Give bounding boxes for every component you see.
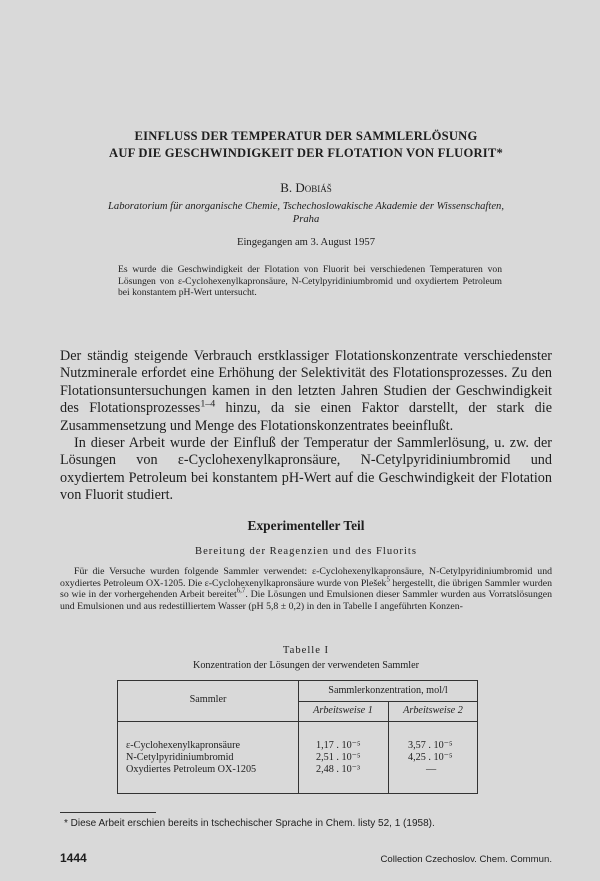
paragraph-1-part-b: hinzu, da sie einen Faktor darstellt, der stark die Zusammensetzung und Menge des Flotationskonzentrates beeinflußt. (60, 400, 552, 434)
title-line-2 (60, 145, 552, 162)
experimental-paragraph (60, 566, 552, 612)
row-1-arbeitsweise-2: 3,57 . 10⁻⁵ (408, 740, 453, 751)
table-divider-vertical-1 (298, 681, 299, 793)
concentration-table (117, 680, 478, 794)
reference-superscript-5: 5 (386, 576, 390, 584)
experimental-part-a: Für die Versuche wurden folgende Sammler verwendet: ε-Cyclohexenylkapronsäure, N-Cetylpyridiniumbromid und oxydiertes Petroleum OX-1205. Die ε-Cyclohexenylkapronsäure wurde von Plešek (60, 566, 552, 589)
subsection-heading: Bereitung der Reagenzien und des Fluorits (195, 546, 417, 557)
body-text (60, 348, 552, 505)
table-label: Tabelle I (282, 645, 330, 656)
header-arbeitsweise-2: Arbeitsweise 2 (403, 705, 463, 716)
row-3-arbeitsweise-2: — (426, 764, 437, 775)
header-concentration: Sammlerkonzentration, mol/l (328, 685, 448, 696)
title-footnote-mark: * (496, 146, 503, 160)
abstract: Es wurde die Geschwindigkeit der Flotation von Fluorit bei verschiedenen Temperaturen von Lösungen von ε-Cyclohexenylkapronsäure, N-Cetylpyridiniumbromid und oxydiertem Petroleum bei konstantem pH-Wert untersucht. (118, 264, 502, 299)
title-line-2-text: AUF DIE GESCHWINDIGKEIT DER FLOTATION VON FLUORIT (109, 146, 497, 160)
footnote: * Diese Arbeit erschien bereits in tschechischer Sprache in Chem. listy 52, 1 (1958). (64, 818, 435, 829)
header-arbeitsweise-1: Arbeitsweise 1 (313, 705, 373, 716)
affiliation-line-1: Laboratorium für anorganische Chemie, Tschechoslowakische Akademie der Wissenschaften, (108, 201, 504, 212)
row-3-sammler: Oxydiertes Petroleum OX-1205 (126, 764, 257, 775)
journal-name: Collection Czechoslov. Chem. Commun. (380, 854, 552, 865)
section-heading: Experimenteller Teil (247, 518, 365, 533)
header-sammler: Sammler (189, 694, 227, 705)
article-title (60, 128, 552, 162)
table-caption: Konzentration der Lösungen der verwendeten Sammler (192, 660, 420, 671)
table-divider-horizontal-1 (298, 701, 477, 702)
row-1-sammler: ε-Cyclohexenylkapronsäure (126, 740, 241, 751)
received-date: Eingegangen am 3. August 1957 (237, 237, 375, 248)
affiliation-line-2: Praha (292, 214, 320, 225)
row-2-sammler: N-Cetylpyridiniumbromid (126, 752, 234, 763)
row-2-arbeitsweise-2: 4,25 . 10⁻⁵ (408, 752, 453, 763)
author-affiliation (66, 200, 546, 226)
experimental-part-c: . Die Lösungen und Emulsionen dieser Sammler wurden aus Vorratslösungen und Emulsionen und aus redestilliertem Wasser (pH 5,8 ± 0,2) in den in Tabelle I angeführten Konzen- (60, 589, 552, 612)
row-2-arbeitsweise-1: 2,51 . 10⁻⁵ (316, 752, 361, 763)
paragraph-1 (60, 348, 552, 435)
row-3-arbeitsweise-1: 2,48 . 10⁻³ (316, 764, 361, 775)
page-number: 1444 (60, 851, 87, 865)
row-1-arbeitsweise-1: 1,17 . 10⁻⁵ (316, 740, 361, 751)
table-divider-horizontal-2 (118, 721, 477, 722)
experimental-part-b: hergestellt, die übrigen Sammler wurden so wie in der vorhergehenden Arbeit bereitet (60, 577, 552, 601)
paragraph-1-part-a: Der ständig steigende Verbrauch erstklassiger Flotationskonzentrate verschiedenster Nutzminerale erfordet eine Erhöhung der Selektivität des Flotationsprozesses. Zu den Flotationsuntersuchungen kamen in den letzten Jahren Studien der Geschwindigkeit des Flotationsprozesses (60, 348, 552, 417)
reference-superscript-6-7: 6,7 (236, 587, 246, 595)
reference-superscript: 1–4 (200, 398, 216, 410)
paragraph-2: In dieser Arbeit wurde der Einfluß der Temperatur der Sammlerlösung, u. zw. der Lösungen von ε-Cyclohexenylkapronsäure, N-Cetylpyridiniumbromid und oxydiertem Petroleum bei konstantem pH-Wert auf die Geschwindigkeit der Flotation von Fluorit studiert. (60, 435, 552, 504)
title-line-1: EINFLUSS DER TEMPERATUR DER SAMMLERLÖSUNG (134, 129, 478, 143)
experimental-text (60, 566, 552, 612)
author-name: B. Dobiáš (280, 180, 332, 195)
footnote-rule (60, 812, 156, 813)
